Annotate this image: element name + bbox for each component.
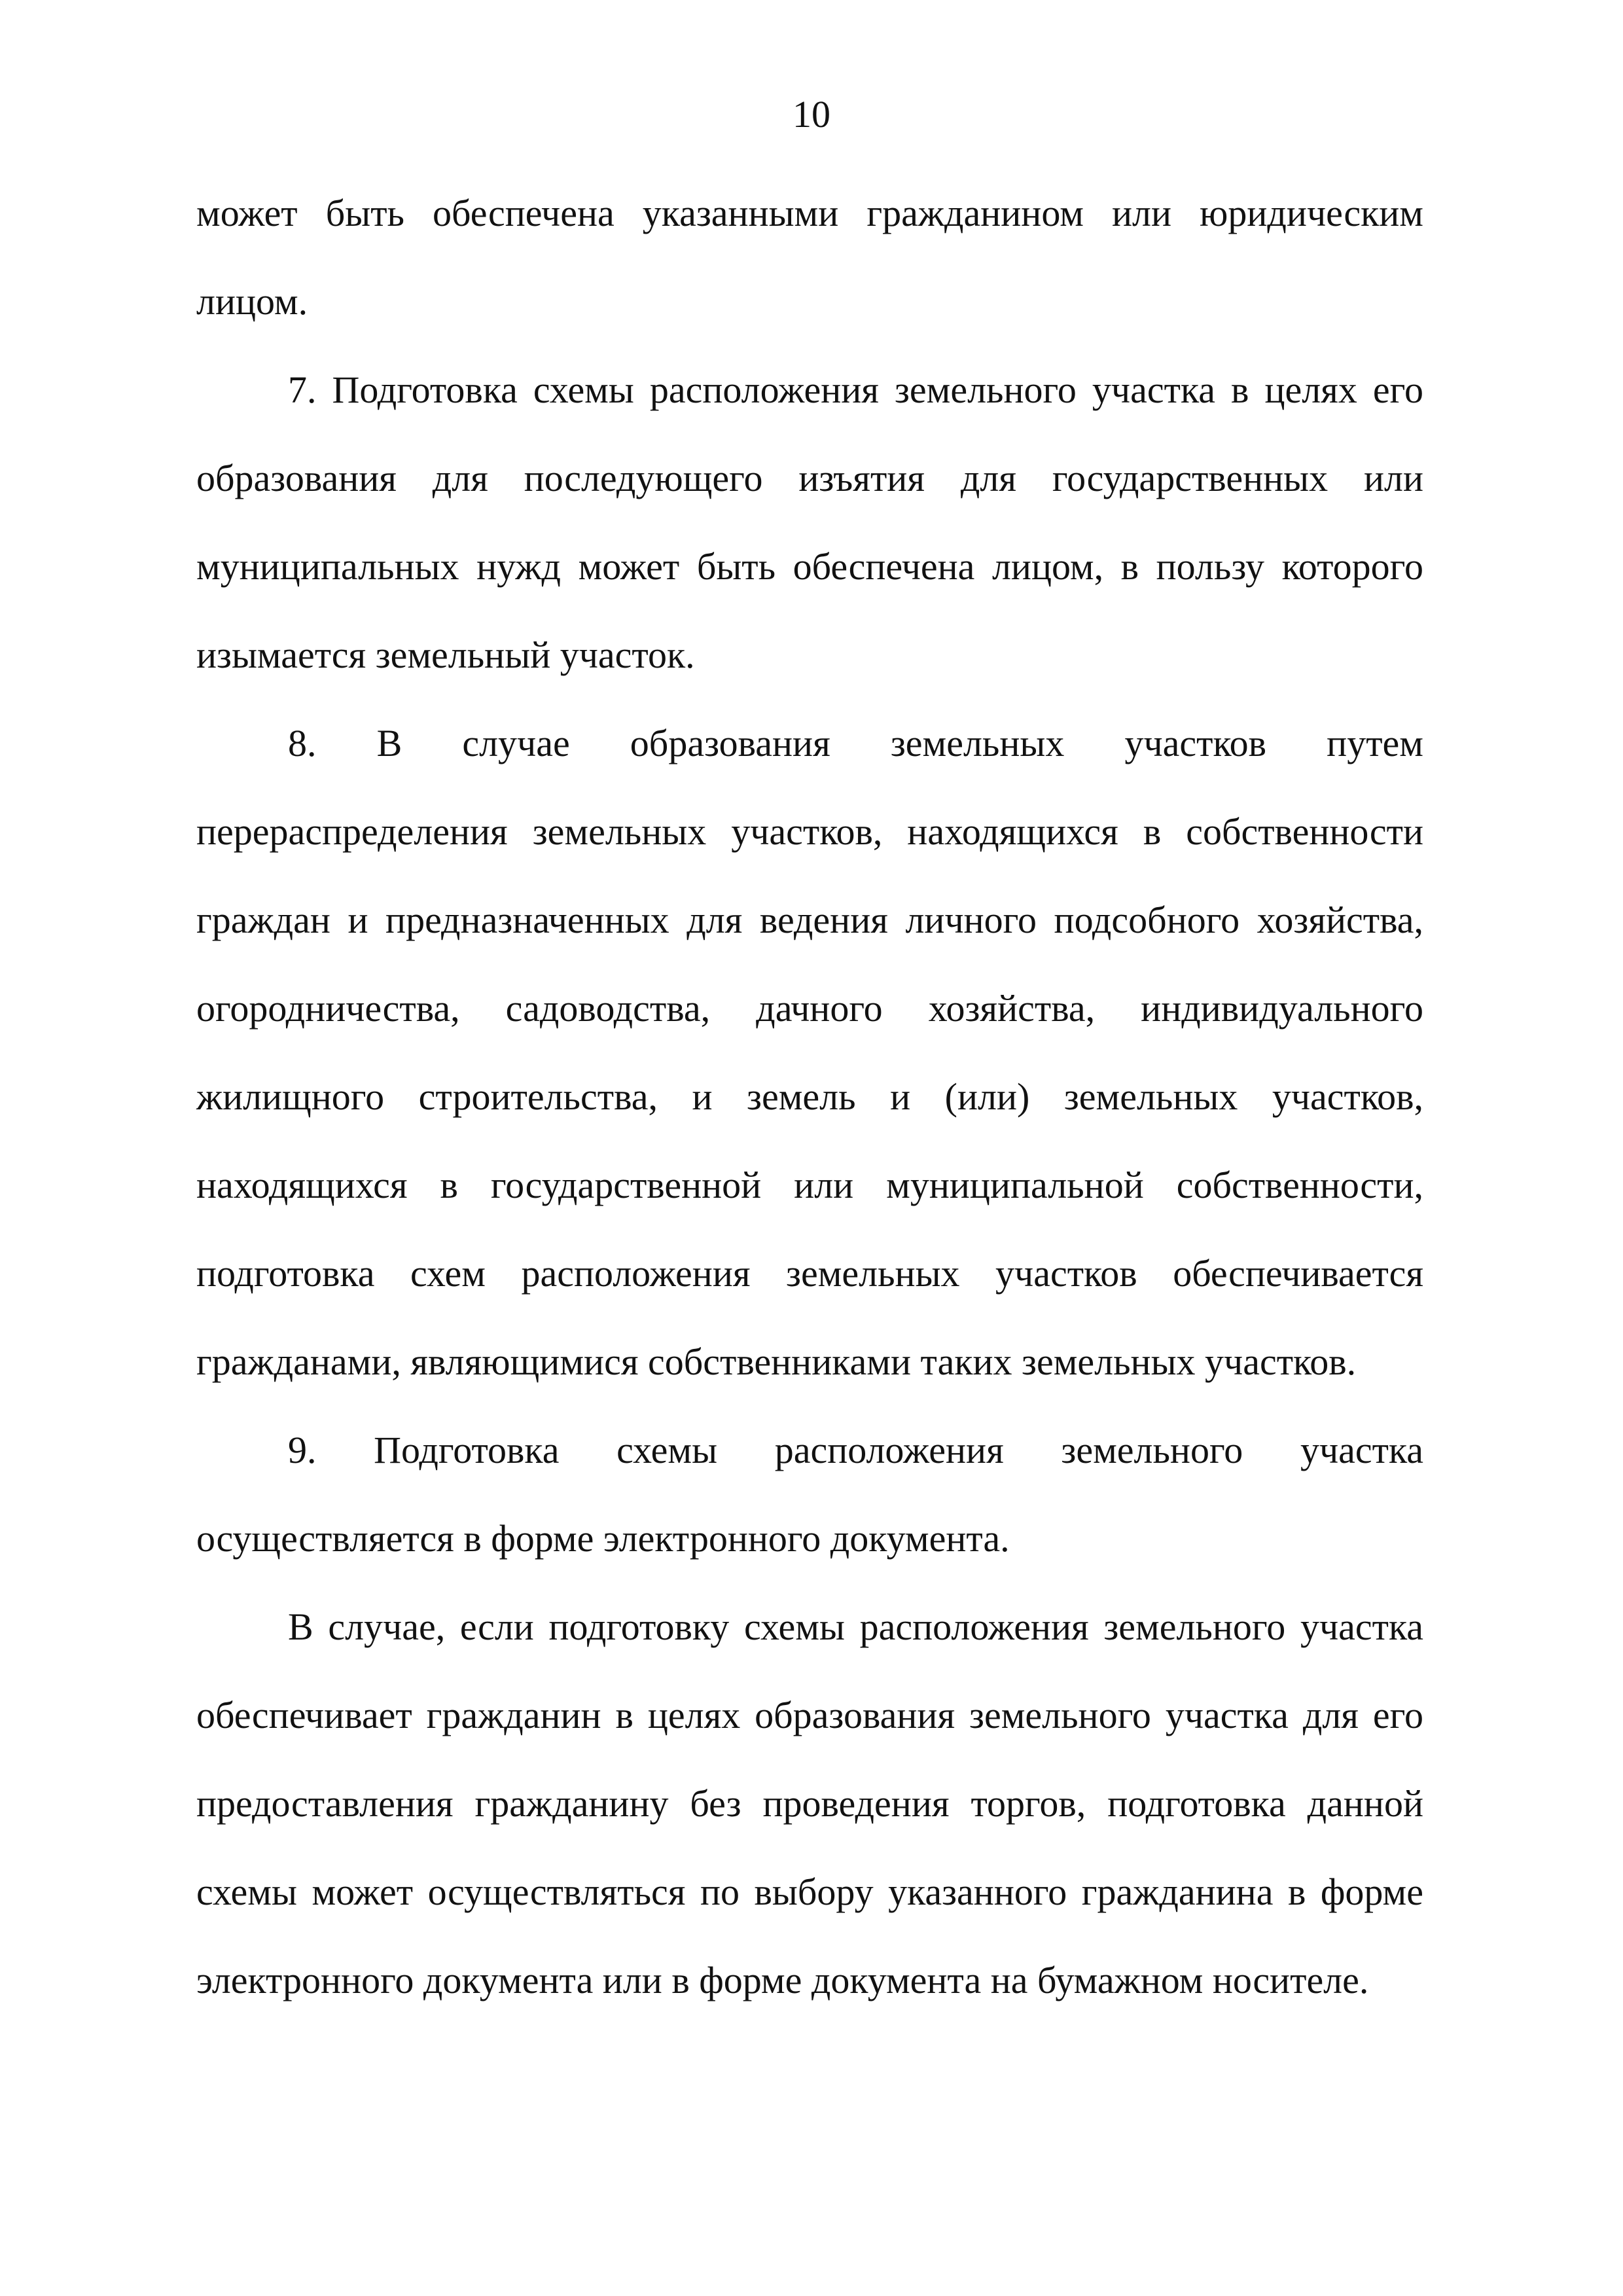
paragraph-item-7: 7. Подготовка схемы расположения земельного участка в целях его образования для последующего изъятия для государственных или муниципальных нужд может быть обеспечена лицом, в пользу которого изымается земельный участок. bbox=[196, 368, 1423, 676]
paragraph-item-9-continuation: В случае, если подготовку схемы расположения земельного участка обеспечивает гражданин в целях образования земельного участка для его предоставления гражданину без проведения торгов, подготовка данной схемы может осуществляться по выбору указанного гражданина в форме электронного документа или в форме документа на бумажном носителе. bbox=[196, 1605, 1423, 2001]
paragraph-item-9: 9. Подготовка схемы расположения земельного участка осуществляется в форме электронного документа. bbox=[196, 1429, 1423, 1560]
page-number: 10 bbox=[793, 93, 830, 135]
paragraph-continuation: может быть обеспечена указанными гражданином или юридическим лицом. bbox=[196, 192, 1423, 323]
document-body bbox=[196, 169, 1423, 2024]
paragraph-item-8: 8. В случае образования земельных участков путем перераспределения земельных участков, находящихся в собственности граждан и предназначенных для ведения личного подсобного хозяйства, огородничества, садоводства, дачного хозяйства, индивидуального жилищного строительства, и земель и (или) земельных участков, находящихся в государственной или муниципальной собственности, подготовка схем расположения земельных участков обеспечивается гражданами, являющимися собственниками таких земельных участков. bbox=[196, 722, 1423, 1383]
